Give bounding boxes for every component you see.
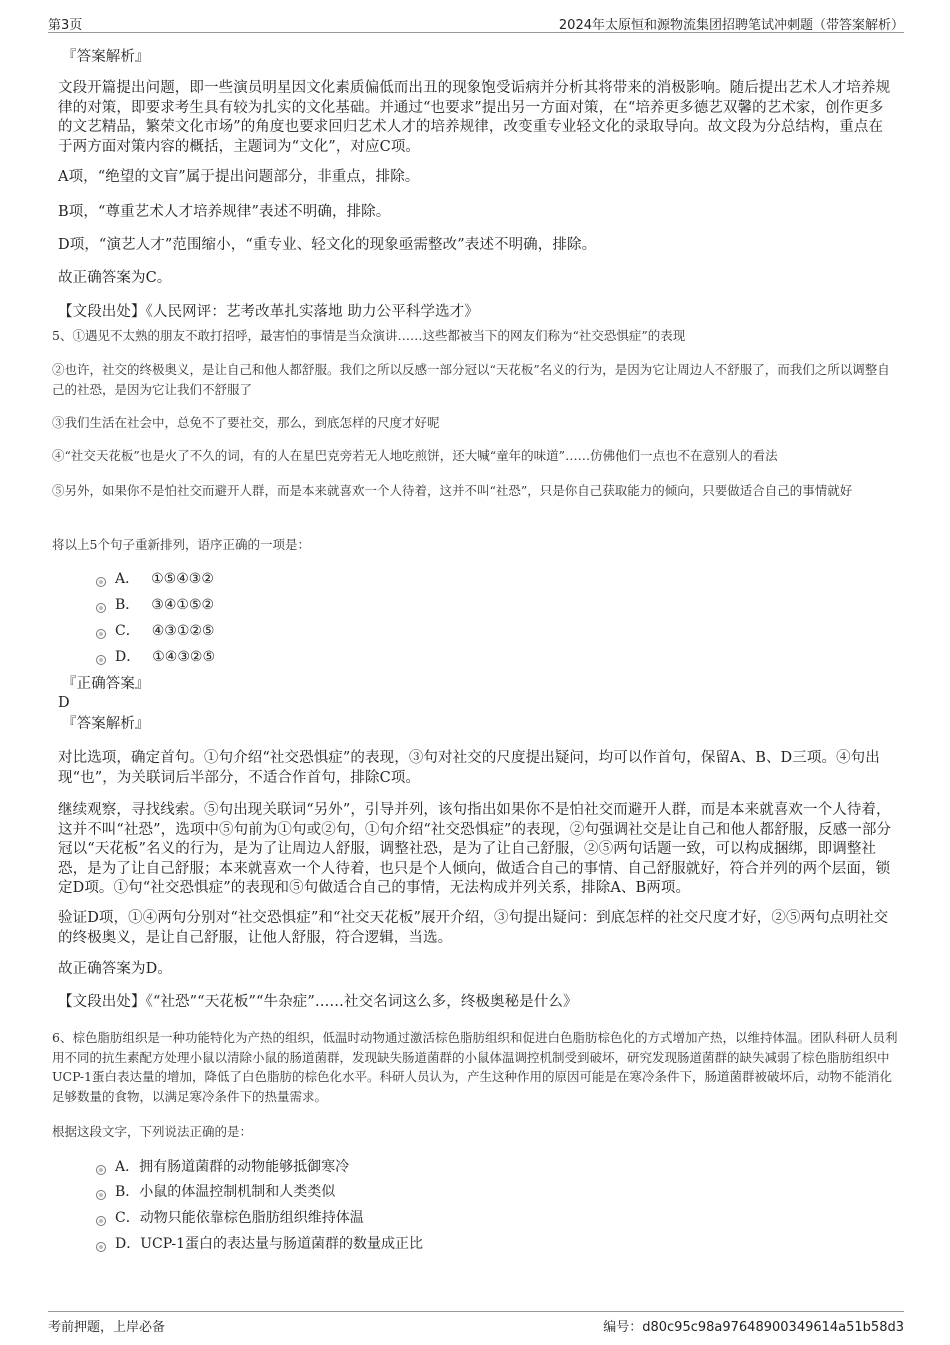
- analysis-paragraph: 文段开篇提出问题，即一些演员明星因文化素质偏低而出丑的现象饱受诟病并分析其将带来的消极影响。随后提出艺术人才培养规律的对策，即要求考生具有较为扎实的文化基础。并通过“也要求”提出另一方面对策，在“培养更多德艺双馨的艺术家，创作更多的文艺精品，繁荣文化市场”的角度也要求回归艺术人才的培养规律，改变重专业轻文化的录取导向。故文段为分总结构，重点在于两方面对策内容的概括，主题词为“文化”，对应C项。: [58, 80, 891, 155]
- radio-button[interactable]: [96, 1242, 106, 1252]
- question-prompt: 根据这段文字，下列说法正确的是：: [52, 1124, 253, 1139]
- document-code: [603, 1316, 904, 1335]
- option-text: ④③①②⑤: [151, 623, 215, 639]
- footer-slogan: 考前押题，上岸必备: [48, 1320, 166, 1335]
- analysis-paragraph-1: 对比选项，确定首句。①句介绍“社交恐惧症”的表现，③句对社交的尺度提出疑问，均可以作首句，保留A、B、D三项。④句出现“也”，为关联词后半部分，不适合作首句，排除C项。: [58, 750, 880, 786]
- analysis-option-d: D项，“演艺人才”范围缩小，“重专业、轻文化的现象亟需整改”表述不明确，排除。: [58, 237, 597, 253]
- code-label: 编号：: [603, 1320, 643, 1335]
- analysis-paragraph-3: 验证D项，①④两句分别对“社交恐惧症”和“社交天花板”展开介绍，③句提出疑问：到底怎样的社交尺度才好，②⑤两句点明社交的终极奥义，是让自己舒服，让他人舒服，符合逻辑，当选。: [58, 910, 889, 946]
- option-letter: B．: [115, 1184, 140, 1200]
- code-value: d80c95c98a97648900349614a51b58d3: [642, 1320, 904, 1335]
- option-letter: B．: [115, 597, 140, 613]
- sentence-4: ④“社交天花板”也是火了不久的词，有的人在星巴克旁若无人地吃煎饼，还大喊“童年的味道”……仿佛他们一点也不在意别人的看法: [52, 448, 778, 463]
- option-letter: C．: [115, 623, 140, 639]
- answer-label: 『正确答案』: [62, 676, 150, 692]
- conclusion: 故正确答案为C。: [58, 270, 172, 286]
- conclusion: 故正确答案为D。: [58, 961, 172, 977]
- correct-answer: D: [58, 695, 70, 711]
- option-letter: C．: [115, 1210, 140, 1226]
- document-title: 2024年太原恒和源物流集团招聘笔试冲刺题（带答案解析）: [558, 18, 904, 33]
- option-text: ①⑤④③②: [151, 571, 214, 587]
- analysis-label: 『答案解析』: [62, 49, 150, 65]
- option-text: 动物只能依靠棕色脂肪组织维持体温: [139, 1210, 364, 1226]
- radio-button[interactable]: [96, 1165, 106, 1175]
- option-text: 拥有肠道菌群的动物能够抵御寒冷: [139, 1159, 350, 1175]
- analysis-option-a: A项，“绝望的文盲”属于提出问题部分，非重点，排除。: [58, 169, 420, 185]
- option-text: ①④③②⑤: [152, 649, 215, 665]
- radio-button[interactable]: [96, 655, 106, 665]
- sentence-5: ⑤另外，如果你不是怕社交而避开人群，而是本来就喜欢一个人待着，这并不叫“社恐”，只是你自己获取能力的倾向，只要做适合自己的事情就好: [52, 483, 853, 498]
- source-citation: 【文段出处】《人民网评：艺考改革扎实落地 助力公平科学选才》: [58, 304, 479, 320]
- radio-button[interactable]: [96, 629, 106, 639]
- radio-button[interactable]: [96, 1190, 106, 1200]
- page-number: 第3页: [48, 18, 83, 33]
- option-letter: A．: [115, 1159, 140, 1175]
- option-letter: D．: [115, 649, 141, 665]
- radio-button[interactable]: [96, 577, 106, 587]
- option-letter: A．: [115, 571, 140, 587]
- page-header: [48, 10, 904, 33]
- question-stem: 5、①遇见不太熟的朋友不敢打招呼，最害怕的事情是当众演讲……这些都被当下的网友们称为“社交恐惧症”的表现: [52, 328, 686, 343]
- sentence-3: ③我们生活在社会中，总免不了要社交，那么，到底怎样的尺度才好呢: [52, 415, 440, 430]
- source-citation: 【文段出处】《“社恐”“天花板”“牛杂症”……社交名词这么多，终极奥秘是什么》: [58, 994, 578, 1010]
- analysis-option-b: B项，“尊重艺术人才培养规律”表述不明确，排除。: [58, 204, 391, 220]
- radio-button[interactable]: [96, 1216, 106, 1226]
- analysis-label: 『答案解析』: [62, 716, 150, 732]
- question-stem: 6、棕色脂肪组织是一种功能特化为产热的组织，低温时动物通过激活棕色脂肪组织和促进白色脂肪棕色化的方式增加产热，以维持体温。团队科研人员利用不同的抗生素配方处理小鼠以清除小鼠的肠道菌群，发现缺失肠道菌群的小鼠体温调控机制受到破坏，研究发现肠道菌群的缺失减弱了棕色脂肪组织中UCP-1蛋白表达量的增加，降低了白色脂肪的棕色化水平。科研人员认为，产生这种作用的原因可能是在寒冷条件下，肠道菌群被破坏后，动物不能消化足够数量的食物，以满足寒冷条件下的热量需求。: [52, 1030, 898, 1104]
- question-prompt: 将以上5个句子重新排列，语序正确的一项是：: [52, 537, 310, 552]
- option-letter: D．: [115, 1236, 141, 1252]
- option-text: ③④①⑤②: [151, 597, 215, 613]
- sentence-2: ②也许，社交的终极奥义，是让自己和他人都舒服。我们之所以反感一部分冠以“天花板”名义的行为，是因为它让周边人不舒服了，而我们之所以调整自己的社恐，是因为它让我们不舒服了: [52, 362, 890, 397]
- radio-button[interactable]: [96, 603, 106, 613]
- page-footer: [48, 1311, 904, 1336]
- option-text: UCP-1蛋白的表达量与肠道菌群的数量成正比: [140, 1236, 424, 1252]
- analysis-paragraph-2: 继续观察，寻找线索。⑤句出现关联词“另外”，引导并列，该句指出如果你不是怕社交而避开人群，而是本来就喜欢一个人待着，这并不叫“社恐”，选项中⑤句前为①句或②句，①句介绍“社交恐惧症”的表现，②句强调社交是让自己和他人都舒服，反感一部分冠以“天花板”名义的行为，是为了让周边人舒服，调整社恐，是为了让自己舒服，②⑤两句话题一致，可以构成捆绑，即调整社恐，是为了让自己舒服；本来就喜欢一个人待着，也只是个人倾向，做适合自己的事情、自己舒服就好，符合并列的两个层面，锁定D项。①句“社交恐惧症”的表现和⑤句做适合自己的事情，无法构成并列关系，排除A、B两项。: [58, 802, 892, 896]
- option-text: 小鼠的体温控制机制和人类类似: [139, 1184, 336, 1200]
